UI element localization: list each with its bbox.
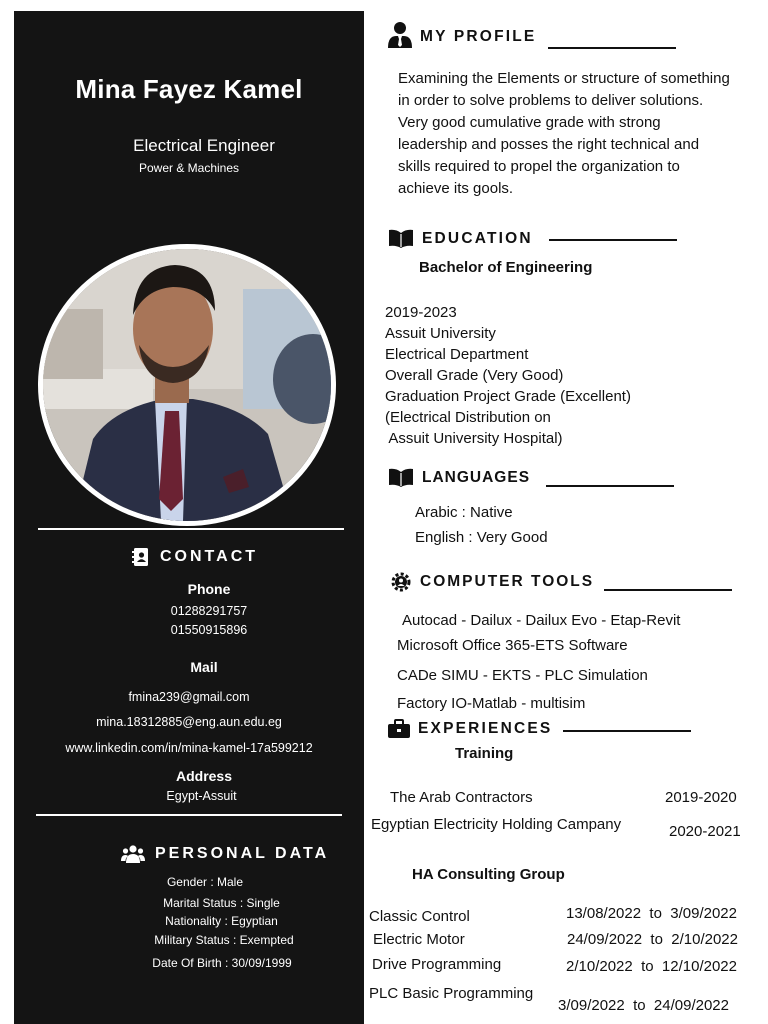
users-icon: [121, 844, 145, 864]
tools-line: Microsoft Office 365-ETS Software: [397, 637, 628, 654]
education-heading: [388, 229, 533, 249]
divider: [36, 814, 342, 816]
contact-heading-text: CONTACT: [160, 548, 259, 565]
linkedin-link[interactable]: www.linkedin.com/in/mina-kamel-17a599212: [65, 741, 313, 755]
gender: Gender : Male: [166, 875, 244, 889]
sidebar: [14, 11, 364, 1024]
mail-label: Mail: [190, 659, 218, 675]
course-period: 3/09/2022 to 24/09/2022: [558, 997, 729, 1014]
tools-line: CADe SIMU - EKTS - PLC Simulation: [397, 667, 648, 684]
heading-underline: [549, 239, 677, 241]
phone-2[interactable]: 01550915896: [170, 623, 248, 637]
person-title: Electrical Engineer: [133, 136, 275, 155]
phone-label: Phone: [187, 581, 231, 597]
education-line: Assuit University: [385, 325, 496, 342]
heading-underline: [604, 589, 732, 591]
consulting-label: HA Consulting Group: [412, 866, 565, 883]
marital-status: Marital Status : Single: [163, 896, 280, 910]
training-label: Training: [455, 745, 514, 762]
experiences-heading-text: EXPERIENCES: [418, 720, 553, 737]
email-2[interactable]: mina.18312885@eng.aun.edu.eg: [96, 715, 282, 729]
education-line: Assuit University Hospital): [385, 430, 563, 447]
tools-line: Autocad - Dailux - Dailux Evo - Etap-Revit: [402, 612, 681, 629]
email-1[interactable]: fmina239@gmail.com: [128, 690, 250, 704]
profile-heading-text: MY PROFILE: [420, 28, 537, 45]
contact-book-icon: [132, 547, 150, 567]
date-of-birth: Date Of Birth : 30/09/1999: [152, 956, 292, 970]
education-line: Overall Grade (Very Good): [385, 367, 564, 384]
user-tie-icon: [388, 21, 412, 49]
experiences-heading: [388, 719, 552, 739]
heading-underline: [548, 47, 676, 49]
address-value: Egypt-Assuit: [166, 789, 237, 803]
languages-heading: [388, 468, 530, 488]
course-name: Electric Motor: [373, 931, 465, 948]
tools-line: Factory IO-Matlab - multisim: [397, 695, 586, 712]
education-line: 2019-2023: [385, 304, 457, 321]
training-org: Egyptian Electricity Holding Campany: [371, 816, 622, 833]
profile-heading: [388, 21, 536, 49]
education-line: Electrical Department: [385, 346, 529, 363]
training-period: 2019-2020: [665, 789, 737, 806]
education-degree: Bachelor of Engineering: [419, 259, 593, 276]
education-details: [385, 302, 631, 449]
course-period: 13/08/2022 to 3/09/2022: [566, 905, 737, 922]
languages-heading-text: LANGUAGES: [422, 469, 531, 486]
gear-icon: [390, 571, 412, 593]
course-name: PLC Basic Programming: [369, 985, 534, 1002]
book-icon: [388, 229, 414, 249]
personal-heading-text: PERSONAL DATA: [155, 845, 330, 862]
education-heading-text: EDUCATION: [422, 230, 533, 247]
address-label: Address: [175, 768, 233, 784]
person-subtitle: Power & Machines: [138, 161, 240, 175]
briefcase-icon: [388, 719, 410, 739]
course-name: Classic Control: [369, 908, 470, 925]
book-icon: [388, 468, 414, 488]
language-english: English : Very Good: [415, 529, 548, 546]
heading-underline: [546, 485, 674, 487]
heading-underline: [563, 730, 691, 732]
course-period: 24/09/2022 to 2/10/2022: [567, 931, 738, 948]
phone-1[interactable]: 01288291757: [170, 604, 248, 618]
course-name: Drive Programming: [372, 956, 502, 973]
military-status: Military Status : Exempted: [154, 933, 294, 947]
personal-heading: [121, 844, 329, 864]
profile-photo: [38, 244, 336, 526]
tools-heading: [390, 571, 594, 593]
contact-heading: [132, 547, 258, 567]
education-line: (Electrical Distribution on: [385, 409, 551, 426]
divider: [38, 528, 344, 530]
course-period: 2/10/2022 to 12/10/2022: [566, 958, 737, 975]
training-org: The Arab Contractors: [390, 789, 533, 806]
language-arabic: Arabic : Native: [415, 504, 513, 521]
training-period: 2020-2021: [669, 823, 741, 840]
education-line: Graduation Project Grade (Excellent): [385, 388, 631, 405]
nationality: Nationality : Egyptian: [165, 914, 278, 928]
profile-text: Examining the Elements or structure of something in order to solve problems to deliver solutions. Very good cumulative grade with strong leadership and posses the right technical and skills required to propel the organization to achieve its gools.: [398, 70, 730, 197]
tools-heading-text: COMPUTER TOOLS: [420, 573, 595, 590]
person-name: Mina Fayez Kamel: [75, 74, 303, 104]
